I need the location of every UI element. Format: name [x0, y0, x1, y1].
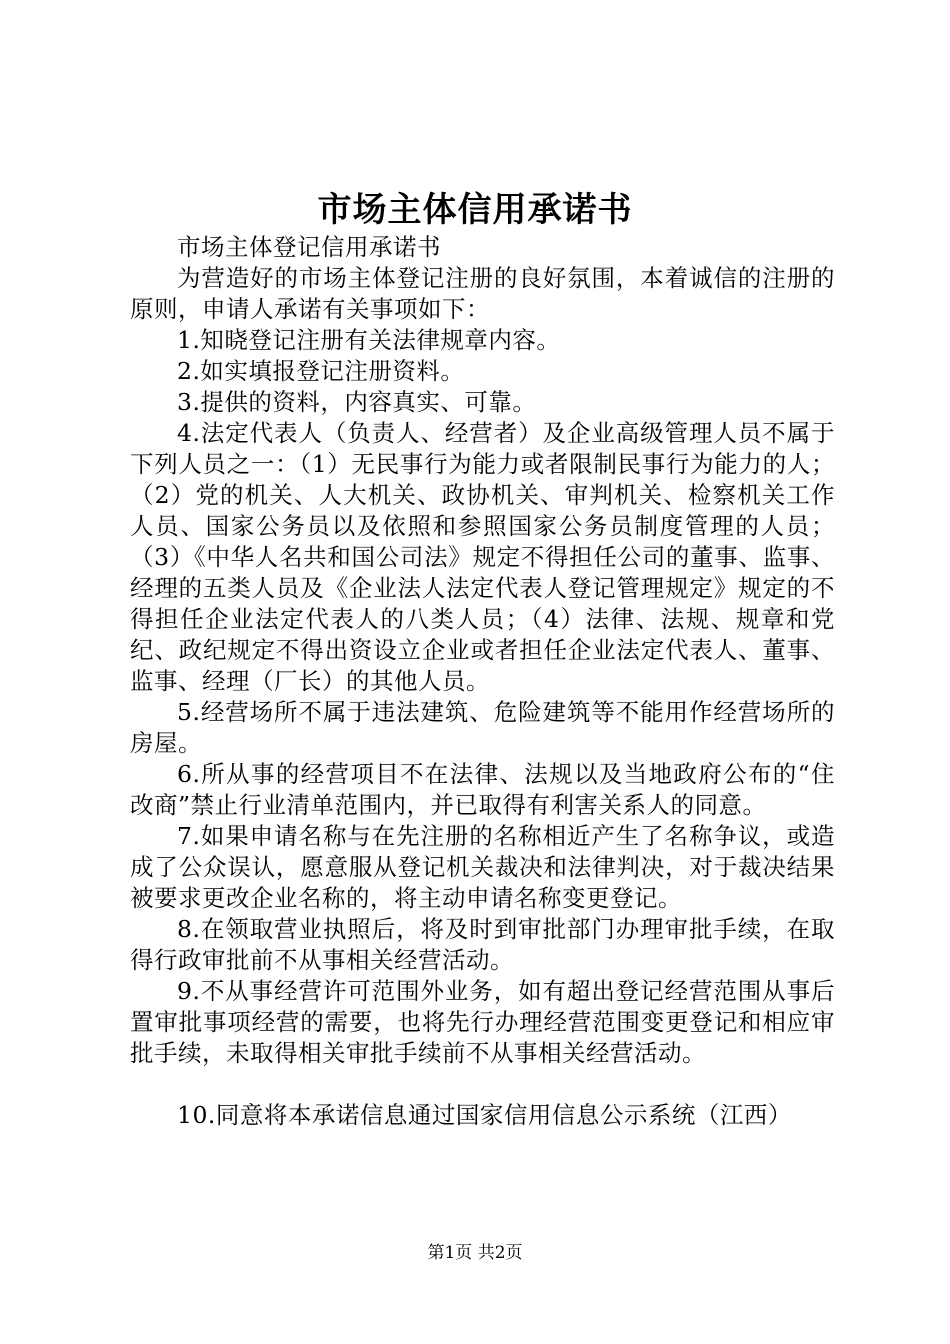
- commitment-item-2: 2.如实填报登记注册资料。: [177, 357, 465, 385]
- commitment-item-8: 8.在领取营业执照后，将及时到审批部门办理审批手续，在取得行政审批前不从事相关经营活动。: [130, 915, 835, 974]
- commitment-item-9: 9.不从事经营许可范围外业务，如有超出登记经营范围从事后置审批事项经营的需要，也将先行办理经营范围变更登记和相应审批手续，未取得相关审批手续前不从事相关经营活动。: [130, 977, 835, 1067]
- commitment-item-1: 1.知晓登记注册有关法律规章内容。: [177, 326, 561, 354]
- commitment-item-5: 5.经营场所不属于违法建筑、危险建筑等不能用作经营场所的房屋。: [130, 698, 835, 757]
- document-subtitle: 市场主体登记信用承诺书: [177, 233, 441, 261]
- intro-paragraph: 为营造好的市场主体登记注册的良好氛围，本着诚信的注册的原则，申请人承诺有关事项如下：: [130, 264, 835, 323]
- document-title: 市场主体信用承诺书: [317, 190, 633, 230]
- commitment-item-7: 7.如果申请名称与在先注册的名称相近产生了名称争议，或造成了公众误认，愿意服从登记机关裁决和法律判决，对于裁决结果被要求更改企业名称的，将主动申请名称变更登记。: [130, 822, 835, 912]
- commitment-item-10: 10.同意将本承诺信息通过国家信用信息公示系统（江西）: [177, 1101, 792, 1129]
- page-number: 第1页 共2页: [427, 1243, 523, 1263]
- document-body: [130, 232, 835, 1131]
- commitment-item-4: 4.法定代表人（负责人、经营者）及企业高级管理人员不属于下列人员之一：（1）无民事行为能力或者限制民事行为能力的人；（2）党的机关、人大机关、政协机关、审判机关、检察机关工作人员、国家公务员以及依照和参照国家公务员制度管理的人员；（3）《中华人名共和国公司法》规定不得担任公司的董事、监事、经理的五类人员及《企业法人法定代表人登记管理规定》规定的不得担任企业法定代表人的八类人员；（4）法律、法规、规章和党纪、政纪规定不得出资设立企业或者担任企业法定代表人、董事、监事、经理（厂长）的其他人员。: [130, 419, 835, 695]
- commitment-item-3: 3.提供的资料，内容真实、可靠。: [177, 388, 537, 416]
- commitment-item-6: 6.所从事的经营项目不在法律、法规以及当地政府公布的“住改商”禁止行业清单范围内，并已取得有利害关系人的同意。: [130, 760, 835, 819]
